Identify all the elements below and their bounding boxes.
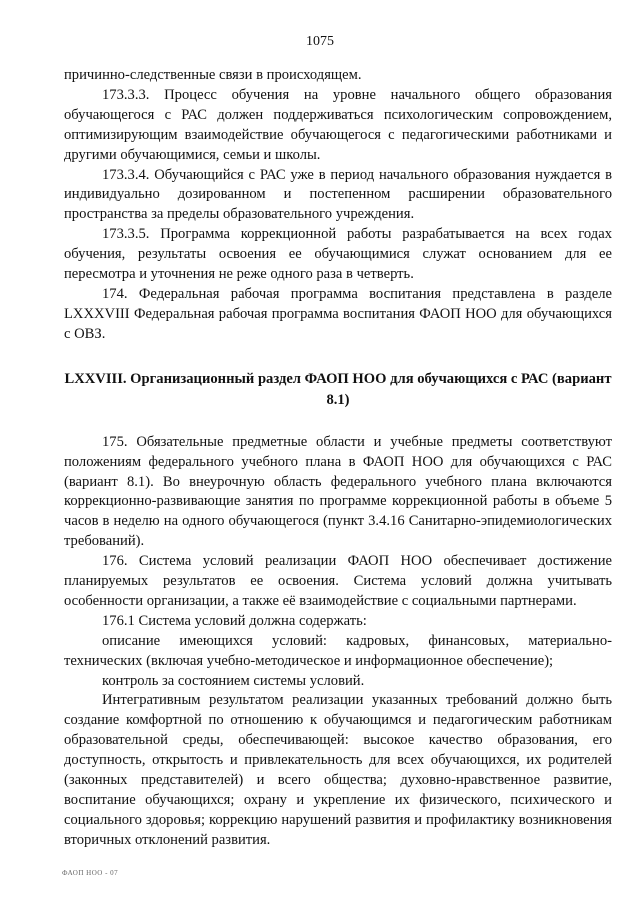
- paragraph: причинно-следственные связи в происходящем.: [64, 67, 362, 83]
- paragraph: 173.3.4. Обучающийся с РАС уже в период начального образования нуждается в индивидуально дозированном и постепенном расширении образовательного пространства за пределы образовательного учреждения.: [64, 166, 612, 223]
- document-body: [64, 66, 612, 851]
- paragraph: Интегративным результатом реализации указанных требований должно быть создание комфортной по отношению к обучающимся и педагогическим работникам образовательной среды, обеспечивающей: высокое качество образования, его доступность, открытость и привлекательность для всех обучающихся, их родителей (законных представителей) и всего общества; духовно-нравственное развитие, воспитание обучающихся; охрану и укрепление их физического, психического и социального здоровья; коррекцию нарушений развития и профилактику возникновения вторичных отклонений развития.: [64, 692, 612, 848]
- paragraph: 173.3.3. Процесс обучения на уровне начального общего образования обучающегося с РАС должен поддерживаться психологическим сопровождением, оптимизирующим взаимодействие обучающегося с педагогическими работниками и другими обучающимися, семьи и школы.: [64, 86, 612, 163]
- paragraph: 176. Система условий реализации ФАОП НОО обеспечивает достижение планируемых результатов ее освоения. Система условий должна учитывать особенности организации, а также её взаимодействие с социальными партнерами.: [64, 553, 612, 609]
- paragraph: 175. Обязательные предметные области и учебные предметы соответствуют положениям федерального учебного плана в ФАОП НОО для обучающихся с РАС (вариант 8.1). Во внеурочную область федерального учебного плана включаются коррекционно-развивающие занятия по программе коррекционной работы в объеме 5 часов в неделю на одного обучающегося (пункт 3.4.16 Санитарно-эпидемиологических требований).: [64, 433, 612, 550]
- paragraph: 173.3.5. Программа коррекционной работы разрабатывается на всех годах обучения, результаты освоения ее обучающимися служат основанием для ее пересмотра и уточнения не реже одного раза в четверть.: [64, 226, 612, 283]
- list-item: описание имеющихся условий: кадровых, финансовых, материально-технических (включая учебно-методическое и информационное обеспечение);: [64, 632, 612, 669]
- section-heading: LXXVIII. Организационный раздел ФАОП НОО для обучающихся с РАС (вариант 8.1): [64, 370, 612, 408]
- page-number: 1075: [306, 34, 334, 49]
- paragraph: 174. Федеральная рабочая программа воспитания представлена в разделе LXXXVIII Федеральная рабочая программа воспитания ФАОП НОО для обучающихся с ОВЗ.: [64, 285, 612, 342]
- list-item: контроль за состоянием системы условий.: [102, 672, 365, 689]
- page-footer: ФАОП НОО - 07: [62, 869, 119, 877]
- paragraph: 176.1 Система условий должна содержать:: [102, 612, 367, 629]
